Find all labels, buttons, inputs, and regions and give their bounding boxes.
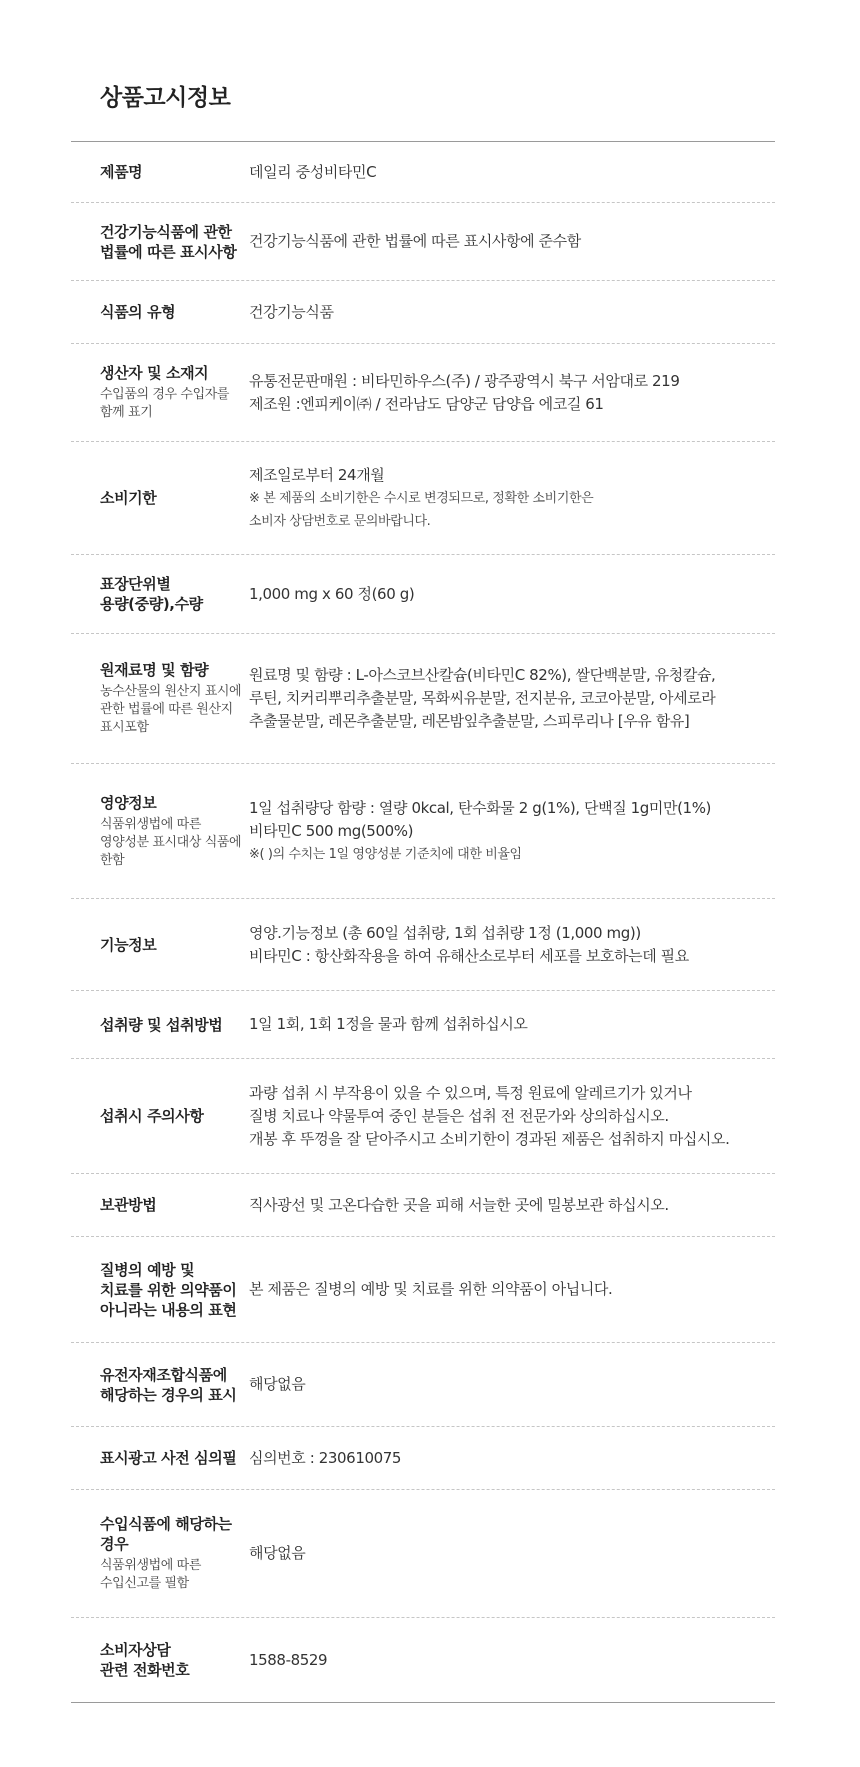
row-label-cell (71, 1365, 249, 1405)
row-sublabel: 식품위생법에 따른 수입신고를 필함 (100, 1558, 201, 1591)
row-sublabel: 수입품의 경우 수입자를 함께 표기 (100, 387, 230, 420)
row-label-cell (71, 935, 249, 955)
value-line: 건강기능식품 (249, 302, 334, 321)
row-value (249, 797, 775, 866)
row-value (249, 1278, 775, 1301)
info-row (71, 142, 775, 202)
info-row (71, 763, 775, 898)
info-row (71, 1489, 775, 1617)
row-label-cell (71, 302, 249, 322)
row-value (249, 1542, 775, 1565)
value-line: 해당없음 (249, 1544, 306, 1562)
value-note: 소비자 상담번호로 문의바랍니다. (249, 513, 431, 529)
info-row (71, 1236, 775, 1342)
value-line: 해당없음 (249, 1375, 306, 1393)
row-value (249, 301, 775, 324)
value-line: 영양.기능정보 (총 60일 섭취량, 1회 섭취량 1정 (1,000 mg)) (249, 923, 641, 942)
row-label-cell (71, 660, 249, 737)
row-label: 제품명 (100, 163, 143, 181)
info-row (71, 202, 775, 280)
row-value (249, 161, 775, 184)
row-label: 소비기한 (100, 489, 157, 507)
row-value (249, 1649, 775, 1672)
row-sublabel: 농수산물의 원산지 표시에 관한 법률에 따른 원산지 표시포함 (100, 684, 242, 735)
row-value (249, 1447, 775, 1470)
value-line: 1,000 mg x 60 정(60 g) (249, 584, 415, 603)
row-label-cell (71, 222, 249, 262)
row-value (249, 664, 775, 733)
value-line: 질병 치료나 약물투여 중인 분들은 섭취 전 전문가와 상의하십시오. (249, 1106, 669, 1125)
info-row (71, 280, 775, 343)
row-value (249, 230, 775, 253)
row-label: 섭취시 주의사항 (100, 1107, 204, 1125)
value-line: 심의번호 : 230610075 (249, 1448, 402, 1467)
row-label-cell (71, 1106, 249, 1126)
value-line: 건강기능식품에 관한 법률에 따른 표시사항에 준수함 (249, 232, 581, 250)
row-label-cell (71, 1514, 249, 1593)
product-info-table (71, 141, 775, 1703)
row-value (249, 1082, 775, 1151)
value-line: 추출물분말, 레몬추출분말, 레몬밤잎추출분말, 스피루리나 [우유 함유] (249, 712, 690, 730)
row-label-cell (71, 162, 249, 182)
value-line: 유통전문판매원 : 비타민하우스(주) / 광주광역시 북구 서암대로 219 (249, 371, 680, 390)
row-label: 섭취량 및 섭취방법 (100, 1015, 223, 1034)
row-label: 표시광고 사전 심의필 (100, 1449, 237, 1467)
value-line: 개봉 후 뚜껑을 잘 닫아주시고 소비기한이 경과된 제품은 섭취하지 마십시오. (249, 1129, 730, 1148)
row-value (249, 370, 775, 416)
row-label-cell (71, 488, 249, 508)
value-line: 1일 섭취량당 함량 : 열량 0kcal, 탄수화물 2 g(1%), 단백질 1g미만(1%) (249, 798, 712, 817)
row-sublabel: 식품위생법에 따른 영양성분 표시대상 식품에 한함 (100, 816, 242, 868)
value-line: 비타민C 500 mg(500%) (249, 821, 414, 840)
row-value (249, 1194, 775, 1217)
row-value (249, 922, 775, 968)
row-label: 건강기능식품에 관한 법률에 따른 표시사항 (100, 222, 237, 261)
value-line: 원료명 및 함량 : L-아스코브산칼슘(비타민C 82%), 쌀단백분말, 유청칼슘, (249, 666, 716, 684)
row-label-cell (71, 363, 249, 422)
row-label: 영양정보 (100, 793, 157, 812)
info-row (71, 1426, 775, 1489)
row-value (249, 1013, 775, 1036)
info-row (71, 441, 775, 554)
info-row (71, 1342, 775, 1426)
value-line: 데일리 중성비타민C (249, 162, 377, 181)
value-line: 본 제품은 질병의 예방 및 치료를 위한 의약품이 아닙니다. (249, 1280, 613, 1298)
info-row (71, 554, 775, 633)
row-label-cell (71, 574, 249, 614)
row-label: 질병의 예방 및 치료를 위한 의약품이 아니라는 내용의 표현 (100, 1260, 237, 1319)
row-label-cell (71, 1640, 249, 1680)
value-line: 1588-8529 (249, 1650, 328, 1669)
row-value (249, 1373, 775, 1396)
row-label-cell (71, 1448, 249, 1468)
value-line: 과량 섭취 시 부작용이 있을 수 있으며, 특정 원료에 알레르기가 있거나 (249, 1083, 692, 1102)
info-row (71, 1058, 775, 1173)
row-label: 생산자 및 소재지 (100, 364, 209, 382)
value-line: 직사광선 및 고온다습한 곳을 피해 서늘한 곳에 밀봉보관 하십시오. (249, 1195, 669, 1214)
info-row (71, 1617, 775, 1702)
value-line: 제조원 :엔피케이㈜ / 전라남도 담양군 담양읍 에코길 61 (249, 394, 604, 413)
page-title: 상품고시정보 (100, 85, 231, 111)
value-line: 1일 1회, 1회 1정을 물과 함께 섭취하십시오 (249, 1015, 528, 1033)
value-note: ※( )의 수치는 1일 영양성분 기준치에 대한 비율임 (249, 846, 522, 862)
info-row (71, 898, 775, 990)
row-label: 수입식품에 해당하는 경우 (100, 1515, 232, 1553)
row-label: 기능정보 (100, 935, 157, 954)
row-label: 보관방법 (100, 1196, 157, 1214)
info-row (71, 343, 775, 441)
row-label-cell (71, 1015, 249, 1035)
row-label: 원재료명 및 함량 (100, 661, 209, 679)
value-line: 루틴, 치커리뿌리추출분말, 목화씨유분말, 전지분유, 코코아분말, 아세로라 (249, 689, 716, 707)
value-line: 제조일로부터 24개월 (249, 465, 385, 484)
row-label-cell (71, 1195, 249, 1215)
info-row (71, 633, 775, 763)
value-note: ※ 본 제품의 소비기한은 수시로 변경되므로, 정확한 소비기한은 (249, 490, 594, 506)
row-label: 식품의 유형 (100, 303, 176, 321)
value-line: 비타민C : 항산화작용을 하여 유해산소로부터 세포를 보호하는데 필요 (249, 946, 689, 965)
row-label: 표장단위별 용량(중량),수량 (100, 575, 203, 613)
row-value (249, 583, 775, 606)
row-label: 소비자상담 관련 전화번호 (100, 1641, 190, 1679)
row-value (249, 464, 775, 533)
info-row (71, 990, 775, 1058)
row-label: 유전자재조합식품에 해당하는 경우의 표시 (100, 1365, 237, 1404)
row-label-cell (71, 793, 249, 870)
info-row (71, 1173, 775, 1236)
row-label-cell (71, 1260, 249, 1320)
